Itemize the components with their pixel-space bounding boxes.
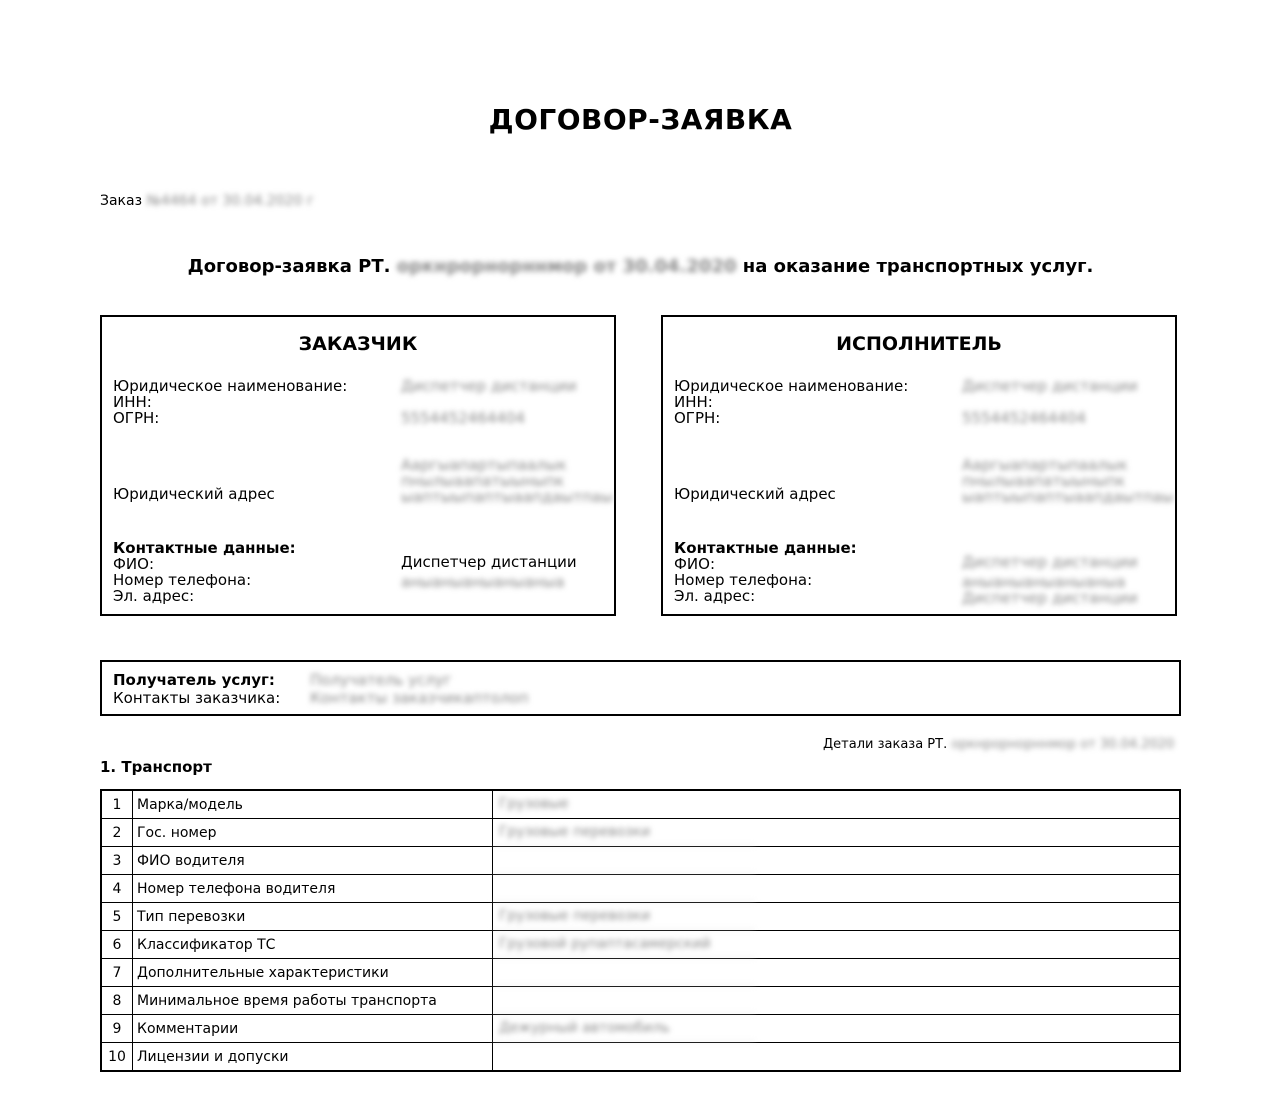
- customer-contacts-field-label: Контакты заказчика:: [113, 689, 281, 707]
- transport-section-title: 1. Транспорт: [100, 758, 212, 776]
- row-number: 2: [101, 819, 133, 847]
- table-row: [101, 931, 1180, 959]
- row-field-value: Грузовые: [499, 796, 569, 812]
- executor-contacts-label: Контактные данные:: [674, 539, 857, 557]
- executor-ogrn-label: ОГРН:: [674, 409, 721, 427]
- contract-subtitle: [0, 256, 1281, 277]
- subtitle-number: оркнрорнорннмор от 30.04.2020: [396, 256, 737, 277]
- row-field-value: Дежурный автомобиль: [493, 1015, 755, 1042]
- customer-phone-value: аныаныаныаныаныа: [401, 573, 565, 591]
- order-line: [100, 193, 314, 209]
- table-row: [101, 903, 1180, 931]
- row-field-name: Классификатор ТС: [133, 931, 493, 959]
- row-field-name: Лицензии и допуски: [133, 1043, 493, 1072]
- row-number: 4: [101, 875, 133, 903]
- transport-table: [100, 789, 1181, 1072]
- order-value: №4464 от 30.04.2020 г: [146, 193, 315, 209]
- row-number: 6: [101, 931, 133, 959]
- row-field-value-cell: [493, 790, 1181, 819]
- executor-phone-label: Номер телефона:: [674, 571, 813, 589]
- row-field-name: Марка/модель: [133, 790, 493, 819]
- table-row: [101, 790, 1180, 819]
- recipient-value: Получатель услуг: [310, 671, 452, 689]
- table-row: [101, 819, 1180, 847]
- order-details-number: оркнрорнорннмор: [951, 737, 1077, 752]
- customer-address-label: Юридический адрес: [113, 485, 275, 503]
- row-field-value: [493, 847, 755, 874]
- row-field-value-cell: [493, 1043, 1181, 1072]
- customer-contacts-field-value: Контакты заказчикаптолоп: [310, 689, 529, 707]
- subtitle-prefix: Договор-заявка РТ.: [187, 256, 391, 277]
- row-field-value: Грузовой рупаптасамерский: [493, 931, 755, 958]
- executor-legal-name-value: Диспетчер дистанции: [962, 377, 1138, 395]
- row-field-value-cell: [493, 819, 1181, 847]
- row-field-value-cell: [493, 847, 1181, 875]
- customer-box: [100, 315, 616, 616]
- executor-fio-label: ФИО:: [674, 555, 715, 573]
- customer-title: ЗАКАЗЧИК: [298, 333, 418, 355]
- row-number: 7: [101, 959, 133, 987]
- document-title: ДОГОВОР-ЗАЯВКА: [488, 103, 793, 136]
- table-row: [101, 987, 1180, 1015]
- row-field-name: Тип перевозки: [133, 903, 493, 931]
- executor-address-label: Юридический адрес: [674, 485, 836, 503]
- row-field-name: ФИО водителя: [133, 847, 493, 875]
- order-details-date: от 30.04.2020: [1080, 737, 1175, 752]
- row-field-value: [493, 875, 755, 902]
- customer-ogrn-value: 5554452464404: [401, 409, 526, 427]
- row-field-value: Грузовые перевозки: [493, 903, 755, 930]
- row-field-value: [493, 987, 755, 1014]
- customer-email-label: Эл. адрес:: [113, 587, 195, 605]
- row-field-value-cell: [493, 875, 1181, 903]
- row-field-value-cell: [493, 903, 1181, 931]
- table-row: [101, 1015, 1180, 1043]
- row-number: 8: [101, 987, 133, 1015]
- customer-legal-name-value: Диспетчер дистанции: [401, 377, 577, 395]
- table-row: [101, 1043, 1180, 1072]
- row-field-name: Гос. номер: [133, 819, 493, 847]
- executor-inn-label: ИНН:: [674, 393, 713, 411]
- order-details-label: Детали заказа РТ.: [823, 737, 948, 752]
- row-field-name: Комментарии: [133, 1015, 493, 1043]
- executor-phone-value: аныаныаныаныаныа: [962, 573, 1126, 591]
- customer-fio-label: ФИО:: [113, 555, 154, 573]
- customer-address-line1: Ааргыапартыпаалык: [401, 456, 567, 474]
- row-field-name: Минимальное время работы транспорта: [133, 987, 493, 1015]
- customer-ogrn-label: ОГРН:: [113, 409, 160, 427]
- table-row: [101, 875, 1180, 903]
- row-number: 10: [101, 1043, 133, 1072]
- row-field-value-cell: [493, 931, 1181, 959]
- row-number: 5: [101, 903, 133, 931]
- row-number: 3: [101, 847, 133, 875]
- recipient-box: [100, 660, 1181, 716]
- executor-address-line2: пнылыаапатыыныпк: [962, 472, 1126, 490]
- subtitle-suffix: на оказание транспортных услуг.: [742, 256, 1094, 277]
- executor-email-value: Диспетчер дистанции: [962, 589, 1138, 607]
- recipient-label: Получатель услуг:: [113, 671, 275, 689]
- row-field-name: Номер телефона водителя: [133, 875, 493, 903]
- row-field-value-cell: [493, 1015, 1181, 1043]
- executor-address-line1: Ааргыапартыпаалык: [962, 456, 1128, 474]
- customer-phone-label: Номер телефона:: [113, 571, 252, 589]
- executor-fio-value: Диспетчер дистанции: [962, 553, 1138, 571]
- customer-address-line2: пнылыаапатыыныпк: [401, 472, 565, 490]
- row-field-value: [493, 1043, 755, 1070]
- row-field-value-cell: [493, 959, 1181, 987]
- customer-inn-label: ИНН:: [113, 393, 152, 411]
- executor-address-line3: ыаптыыпаптыаапдаытпаы: [962, 488, 1174, 506]
- row-field-value: Грузовые перевозки: [493, 819, 755, 846]
- row-number: 9: [101, 1015, 133, 1043]
- row-field-name: Дополнительные характеристики: [133, 959, 493, 987]
- executor-email-label: Эл. адрес:: [674, 587, 756, 605]
- executor-title: ИСПОЛНИТЕЛЬ: [836, 333, 1002, 355]
- order-details: [823, 737, 1174, 752]
- order-label: Заказ: [100, 193, 143, 209]
- table-row: [101, 959, 1180, 987]
- row-field-value: [493, 959, 755, 986]
- table-row: [101, 847, 1180, 875]
- executor-box: [661, 315, 1177, 616]
- row-number: 1: [101, 790, 133, 819]
- customer-contacts-label: Контактные данные:: [113, 539, 296, 557]
- row-field-value-cell: [493, 987, 1181, 1015]
- customer-address-line3: ыаптыыпаптыаапдаытпаы: [401, 488, 613, 506]
- customer-fio-value: Диспетчер дистанции: [401, 553, 577, 571]
- executor-legal-name-label: Юридическое наименование:: [674, 377, 909, 395]
- customer-legal-name-label: Юридическое наименование:: [113, 377, 348, 395]
- executor-ogrn-value: 5554452464404: [962, 409, 1087, 427]
